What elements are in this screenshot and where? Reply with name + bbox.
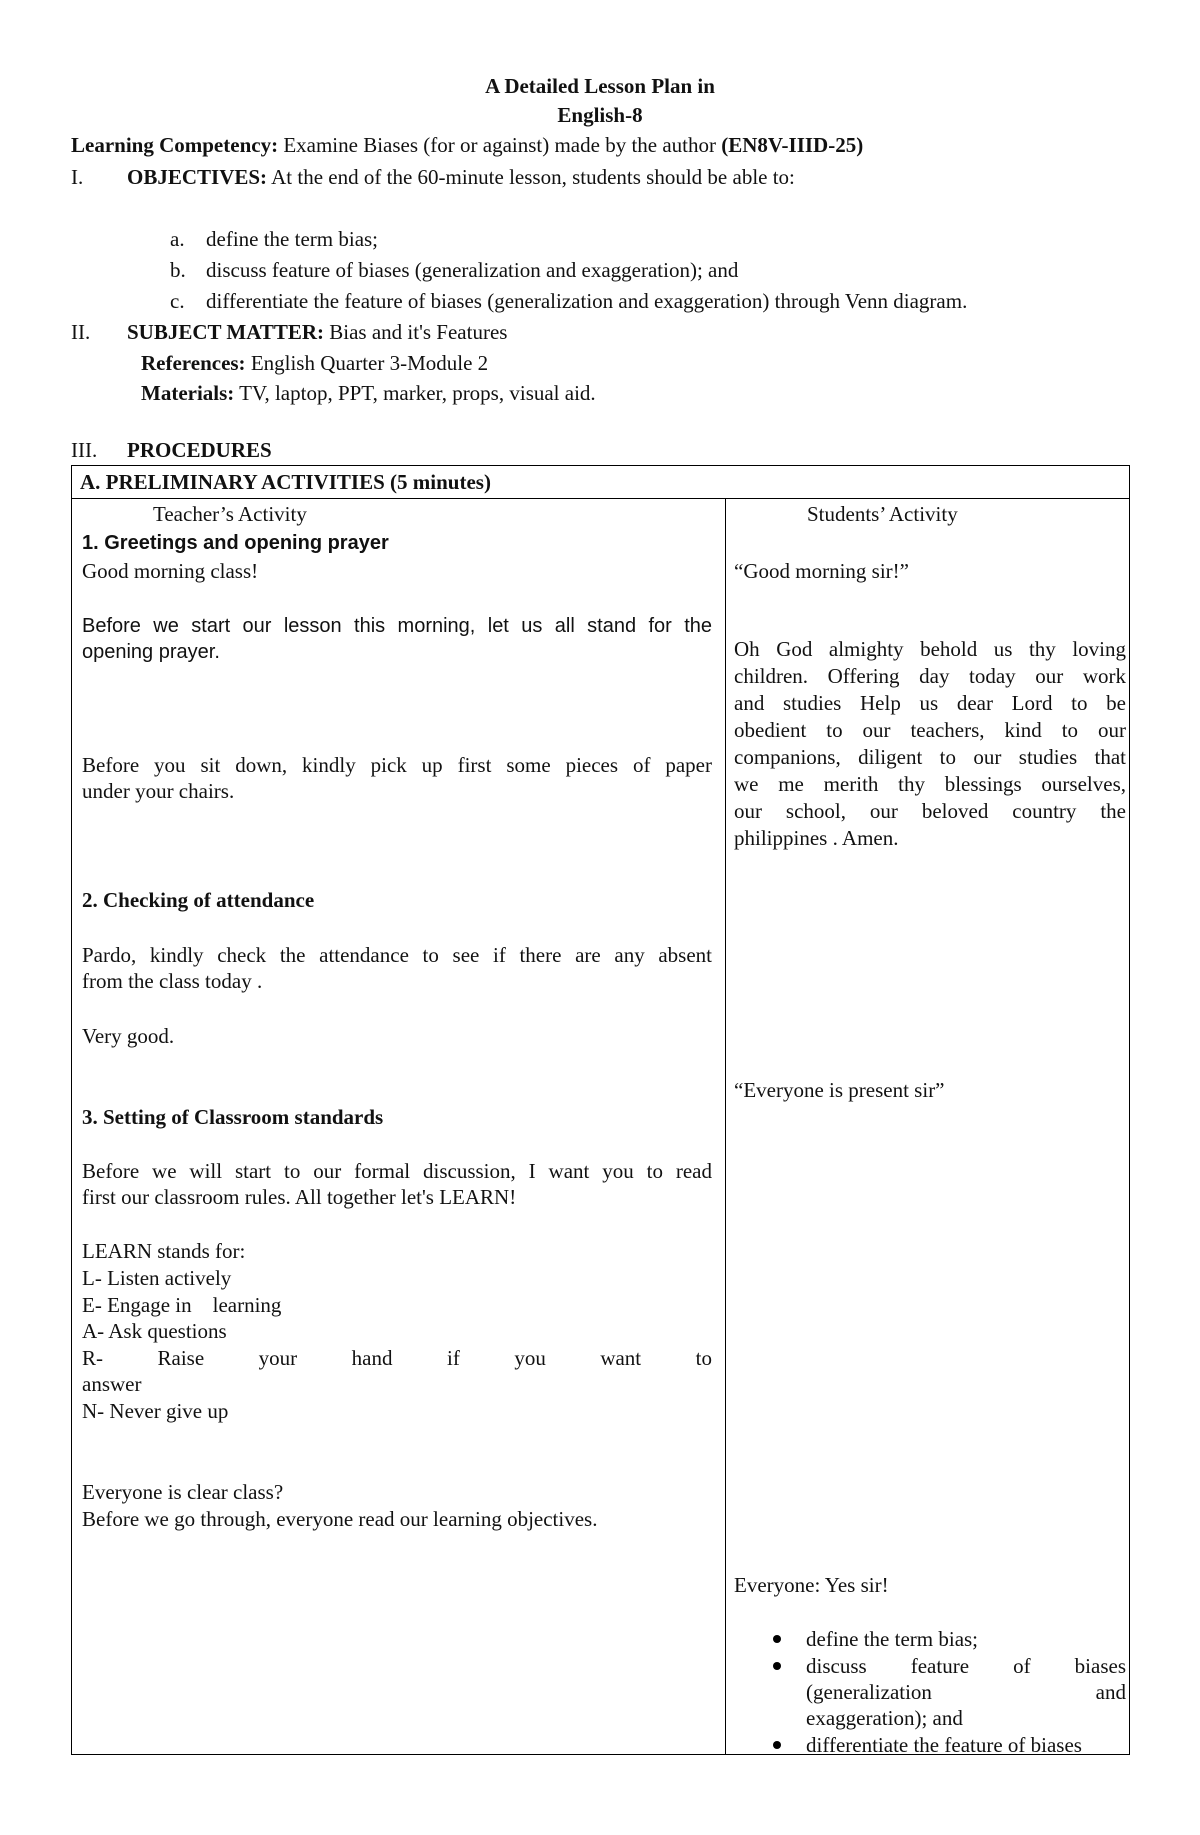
references-text: English Quarter 3-Module 2	[245, 351, 489, 375]
objectives-text: At the end of the 60-minute lesson, students should be able to:	[267, 165, 795, 189]
objective-item-a: define the term bias;	[206, 227, 379, 251]
learn-intro: LEARN stands for:	[82, 1239, 246, 1263]
subject-matter-text: Bias and it's Features	[324, 320, 508, 344]
objective-marker-c: c.	[170, 289, 185, 313]
objective-marker-a: a.	[170, 227, 185, 251]
subject-matter-numeral: II.	[71, 320, 91, 344]
references-label: References:	[141, 351, 246, 375]
prayer-instruction: Before we start our lesson this morning, let us all stand for the opening prayer.	[82, 615, 712, 663]
materials-text: TV, laptop, PPT, marker, props, visual aid.	[234, 381, 596, 405]
student-prayer: Oh God almighty behold us thy loving children. Offering day today our work and studies Help us dear Lord to be obedient to our teachers, kind to our companions, diligent to our studies that we me merith thy blessings ourselves, our school, our beloved country the philippines . Amen.	[734, 637, 1126, 850]
subject-matter-label: SUBJECT MATTER:	[127, 320, 325, 344]
procedures-numeral: III.	[71, 438, 98, 462]
clear-question: Everyone is clear class?	[82, 1480, 284, 1504]
bullet-icon	[773, 1635, 781, 1643]
objectives-heading	[127, 164, 795, 190]
student-present-reply: “Everyone is present sir”	[734, 1078, 945, 1102]
greetings-text: Good morning class!	[82, 559, 259, 583]
objective-marker-b: b.	[170, 258, 186, 282]
document-title: A Detailed Lesson Plan in	[485, 74, 715, 98]
objectives-numeral: I.	[71, 165, 84, 189]
learn-a: A- Ask questions	[82, 1319, 227, 1343]
bullet-icon	[773, 1662, 781, 1670]
procedures-table	[71, 465, 1130, 1755]
procedures-heading: PROCEDURES	[127, 438, 272, 462]
students-activity-heading: Students’ Activity	[807, 502, 958, 526]
student-objective-3: differentiate the feature of biases	[806, 1733, 1082, 1757]
learning-competency	[71, 132, 863, 158]
paper-instruction: Before you sit down, kindly pick up first some pieces of paper under your chairs.	[82, 753, 712, 803]
standards-heading: 3. Setting of Classroom standards	[82, 1105, 384, 1129]
learn-r: R- Raise your hand if you want to	[82, 1346, 712, 1370]
greetings-heading: 1. Greetings and opening prayer	[82, 532, 389, 554]
preliminary-activities-row	[72, 466, 1129, 499]
competency-text: Examine Biases (for or against) made by the author	[278, 133, 722, 157]
student-yes-sir: Everyone: Yes sir!	[734, 1573, 889, 1597]
attendance-heading: 2. Checking of attendance	[82, 888, 315, 912]
student-good-morning: “Good morning sir!”	[734, 559, 909, 583]
teacher-activity-heading: Teacher’s Activity	[153, 502, 307, 526]
student-objective-2: discuss feature of biases (generalization and exaggeration); and	[806, 1654, 1126, 1730]
references-line	[141, 350, 488, 376]
read-objectives-instruction: Before we go through, everyone read our learning objectives.	[82, 1507, 598, 1531]
objective-item-b: discuss feature of biases (generalization and exaggeration); and	[206, 258, 739, 282]
very-good-text: Very good.	[82, 1024, 175, 1048]
objectives-label: OBJECTIVES:	[127, 165, 268, 189]
learn-e: E- Engage in learning	[82, 1293, 282, 1317]
learn-n: N- Never give up	[82, 1399, 229, 1423]
column-divider	[725, 499, 726, 1754]
student-objective-1: define the term bias;	[806, 1627, 979, 1651]
objective-item-c: differentiate the feature of biases (generalization and exaggeration) through Venn diagram.	[206, 289, 968, 313]
bullet-icon	[773, 1741, 781, 1749]
document-subject: English-8	[557, 103, 643, 127]
competency-label: Learning Competency:	[71, 133, 279, 157]
subject-matter-heading	[127, 319, 507, 345]
standards-instruction: Before we will start to our formal discussion, I want you to read first our classroom rules. All together let's LEARN!	[82, 1159, 712, 1209]
attendance-instruction: Pardo, kindly check the attendance to see if there are any absent from the class today .	[82, 943, 712, 993]
competency-code: (EN8V-IIID-25)	[721, 133, 864, 157]
learn-r-cont: answer	[82, 1372, 142, 1396]
learn-l: L- Listen actively	[82, 1266, 232, 1290]
materials-line	[141, 380, 596, 406]
materials-label: Materials:	[141, 381, 235, 405]
preliminary-activities-heading: A. PRELIMINARY ACTIVITIES (5 minutes)	[80, 470, 491, 494]
